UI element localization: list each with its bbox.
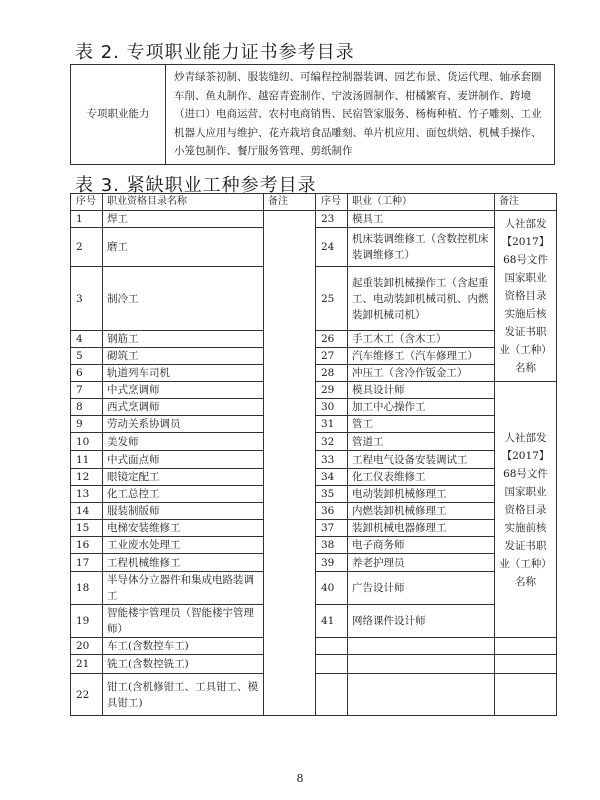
note-line: 人社部发	[504, 218, 547, 230]
row-num-left: 17	[71, 554, 103, 572]
row-num-right: 29	[316, 382, 348, 399]
row-name-right: 广告设计师	[348, 572, 495, 605]
note-line: 68号文件	[503, 467, 548, 480]
row-num-right: 39	[316, 554, 348, 572]
shortage-occupations-table	[70, 193, 557, 716]
row-num-right: 36	[316, 503, 348, 520]
note-line: 国家职业	[504, 485, 547, 498]
note-line: 名称	[515, 575, 536, 588]
row-name-right: 手工木工（含木工）	[348, 331, 495, 348]
row-name-left: 砌筑工	[103, 348, 264, 365]
row-name-left: 服装制版师	[103, 503, 264, 520]
row-num-right: 33	[316, 451, 348, 469]
row-num-right: 34	[316, 469, 348, 486]
row-name-right: 模具设计师	[348, 382, 495, 399]
row-num-left: 20	[71, 638, 103, 655]
row-name-left: 工程机械维修工	[103, 554, 264, 572]
row-name-left: 中式烹调师	[103, 382, 264, 399]
row-num-right-empty	[316, 638, 348, 655]
note-right-empty	[495, 655, 557, 674]
row-num-right: 37	[316, 520, 348, 537]
row-name-right: 起重装卸机械操作工（含起重工、电动装卸机械司机、内燃装卸机械司机）	[348, 267, 495, 331]
row-num-left: 18	[71, 572, 103, 605]
row-num-right: 27	[316, 348, 348, 365]
row-name-left: 轨道列车司机	[103, 365, 264, 382]
note-line: 【2017】	[501, 449, 550, 462]
row-name-left: 西式烹调师	[103, 399, 264, 416]
row-name-right: 内燃装卸机械修理工	[348, 503, 495, 520]
row-num-right: 32	[316, 433, 348, 451]
row-name-right: 工程电气设备安装调试工	[348, 451, 495, 469]
row-name-left: 眼镜定配工	[103, 469, 264, 486]
row-num-left: 1	[71, 211, 103, 228]
row-num-left: 14	[71, 503, 103, 520]
note-right-empty	[495, 638, 557, 655]
note-right-bottom	[495, 382, 557, 638]
note-line: 实施后核	[504, 308, 547, 320]
row-name-left: 中式面点师	[103, 451, 264, 469]
row-name-right: 模具工	[348, 211, 495, 228]
row-name-right-empty	[348, 638, 495, 655]
row-name-right: 冲压工（含冷作钣金工）	[348, 365, 495, 382]
row-name-left: 美发师	[103, 433, 264, 451]
row-num-right: 35	[316, 486, 348, 503]
row-name-right: 加工中心操作工	[348, 399, 495, 416]
row-num-left: 5	[71, 348, 103, 365]
row-name-left: 劳动关系协调员	[103, 416, 264, 433]
row-name-left: 智能楼宇管理员（智能楼宇管理师）	[103, 605, 264, 638]
note-line: 国家职业	[504, 272, 547, 284]
row-name-right-empty	[348, 674, 495, 716]
row-num-right: 25	[316, 267, 348, 331]
row-name-left: 车工(含数控车工)	[103, 638, 264, 655]
row-name-left: 化工总控工	[103, 486, 264, 503]
row-num-left: 8	[71, 399, 103, 416]
header-num-left: 序号	[71, 194, 103, 211]
table2-label: 专项职业能力	[71, 65, 166, 165]
row-num-right: 38	[316, 537, 348, 554]
row-num-right: 31	[316, 416, 348, 433]
table-row	[71, 211, 557, 228]
row-num-right: 24	[316, 228, 348, 267]
row-num-right: 23	[316, 211, 348, 228]
row-name-left: 钳工(含机修钳工、工具钳工、模具钳工)	[103, 674, 264, 716]
row-num-right: 30	[316, 399, 348, 416]
row-num-left: 6	[71, 365, 103, 382]
note-line: 发证书职	[504, 326, 547, 338]
row-name-left: 制冷工	[103, 267, 264, 331]
row-num-left: 11	[71, 451, 103, 469]
row-num-right: 40	[316, 572, 348, 605]
row-name-right: 汽车维修工（汽车修理工）	[348, 348, 495, 365]
note-line: 人社部发	[504, 431, 547, 444]
row-num-left: 21	[71, 655, 103, 674]
table3-title: 表 3. 紧缺职业工种参考目录	[75, 175, 317, 196]
page-number: 8	[296, 772, 304, 785]
row-num-right-empty	[316, 674, 348, 716]
note-line: 业（工种）	[499, 344, 552, 356]
row-num-left: 10	[71, 433, 103, 451]
row-num-left: 16	[71, 537, 103, 554]
row-name-left: 钢筋工	[103, 331, 264, 348]
table2-content: 炒青绿茶初制、服装缝纫、可编程控制器装调、园艺布景、货运代理、轴承套圈车削、鱼丸制作、越窑青瓷制作、宁波汤圆制作、柑橘繁育、麦饼制作、跨境（进口）电商运营、农村电商销售、民宿管家服务、杨梅种植、竹子雕刻、工业机器人应用与维护、花卉栽培食品雕刻、单片机应用、面包烘焙、机械手操作、小笼包制作、餐厅服务管理、剪纸制作	[166, 65, 555, 165]
row-num-left: 4	[71, 331, 103, 348]
note-line: 68号文件	[503, 254, 548, 266]
header-name-right: 职业（工种）	[348, 194, 495, 211]
row-num-right-empty	[316, 655, 348, 674]
row-name-left: 铣工(含数控铣工)	[103, 655, 264, 674]
row-name-right-empty	[348, 655, 495, 674]
row-name-left: 磨工	[103, 228, 264, 267]
row-num-left: 15	[71, 520, 103, 537]
header-note-left: 备注	[264, 194, 316, 211]
row-name-right: 电动装卸机械修理工	[348, 486, 495, 503]
note-line: 名称	[515, 362, 536, 374]
note-line: 【2017】	[501, 236, 550, 248]
note-line: 实施前核	[504, 521, 547, 534]
note-left-column	[264, 211, 316, 716]
row-num-left: 12	[71, 469, 103, 486]
row-name-left: 半导体分立器件和集成电路装调工	[103, 572, 264, 605]
table-row	[71, 65, 555, 165]
note-right-empty	[495, 674, 557, 716]
row-name-right: 管道工	[348, 433, 495, 451]
header-num-right: 序号	[316, 194, 348, 211]
row-name-right: 机床装调维修工（含数控机床装调维修工）	[348, 228, 495, 267]
row-num-left: 13	[71, 486, 103, 503]
row-num-left: 9	[71, 416, 103, 433]
note-line: 资格目录	[504, 290, 547, 302]
row-name-right: 管工	[348, 416, 495, 433]
row-num-left: 2	[71, 228, 103, 267]
note-line: 资格目录	[504, 503, 547, 516]
row-name-left: 工业废水处理工	[103, 537, 264, 554]
special-skills-table	[70, 64, 555, 165]
row-name-right: 化工仪表维修工	[348, 469, 495, 486]
header-name-left: 职业资格目录名称	[103, 194, 264, 211]
row-name-right: 装卸机械电器修理工	[348, 520, 495, 537]
row-num-left: 22	[71, 674, 103, 716]
row-name-right: 网络课件设计师	[348, 605, 495, 638]
header-note-right: 备注	[495, 194, 557, 211]
row-name-right: 电子商务师	[348, 537, 495, 554]
row-num-left: 19	[71, 605, 103, 638]
row-name-right: 养老护理员	[348, 554, 495, 572]
note-line: 发证书职	[504, 539, 547, 552]
row-name-left: 电梯安装维修工	[103, 520, 264, 537]
note-line: 业（工种）	[499, 557, 552, 570]
row-num-right: 26	[316, 331, 348, 348]
row-name-left: 焊工	[103, 211, 264, 228]
row-num-right: 41	[316, 605, 348, 638]
note-right-top	[495, 211, 557, 382]
table-header-row	[71, 194, 557, 211]
row-num-right: 28	[316, 365, 348, 382]
table2-title: 表 2. 专项职业能力证书参考目录	[75, 42, 355, 63]
row-num-left: 7	[71, 382, 103, 399]
row-num-left: 3	[71, 267, 103, 331]
